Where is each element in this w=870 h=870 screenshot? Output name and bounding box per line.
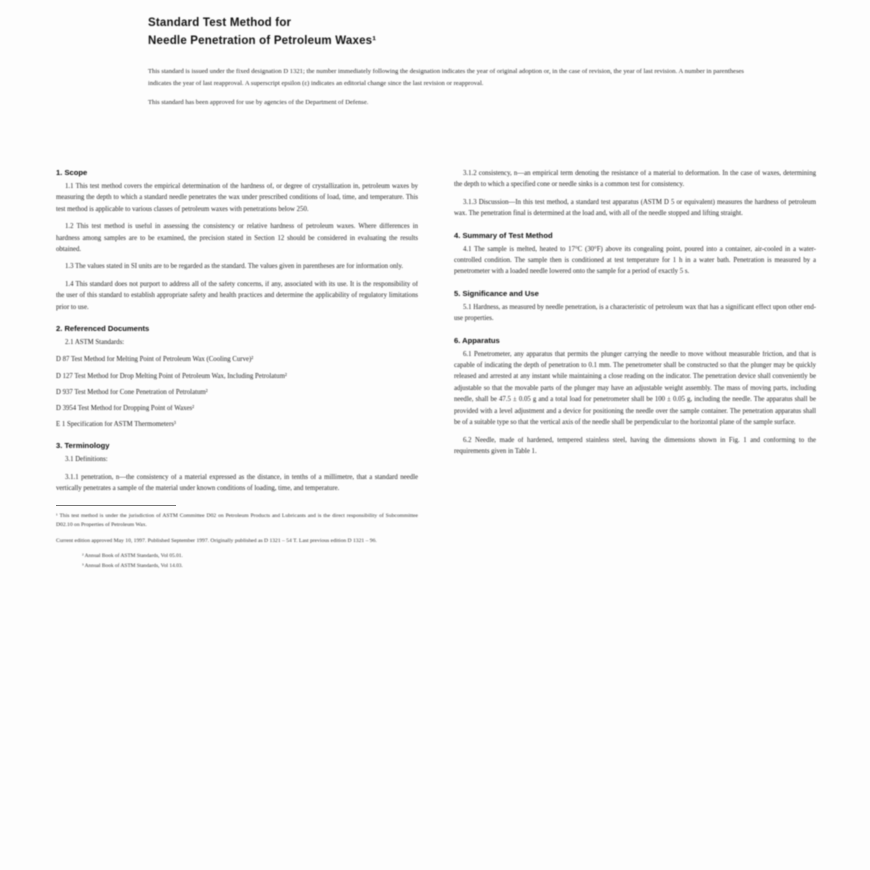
left-column (56, 168, 418, 858)
footnote-divider (56, 505, 176, 506)
section-heading-referenced-documents: 2. Referenced Documents (56, 324, 150, 334)
paragraph: 3.1.1 penetration, n—the consistency of a material expressed as the distance, in tenths of a millimetre, that a standard needle vertically penetrates a sample of the material under known conditions of loading, time, and temperature. (56, 473, 418, 493)
paragraph: 5.1 Hardness, as measured by needle penetration, is a characteristic of petroleum wax that has a significant effect upon other end-use properties. (454, 303, 816, 323)
footnote-item: ³ Annual Book of ASTM Standards, Vol 14.03. (82, 563, 183, 570)
standard-note-paragraph-1: This standard is issued under the fixed designation D 1321; the number immediately following the designation indicates the year of original adoption or, in the case of revision, the year of last revision. A number in parentheses indicates the year of last reapproval. A superscript epsilon (ε) indicates an editorial change since the last revision or reapproval. (148, 68, 744, 87)
document-header (148, 14, 744, 117)
footnote-item: ² Annual Book of ASTM Standards, Vol 05.01. (82, 552, 183, 559)
section-heading-significance-and-use: 5. Significance and Use (454, 288, 539, 298)
section-heading-apparatus: 6. Apparatus (454, 335, 500, 345)
paragraph: 3.1.3 Discussion—In this test method, a standard test apparatus (ASTM D 5 or equivalent) measures the hardness of petroleum wax. The penetration final is determined at the load and, with all of the needle stopped and lifting straight. (454, 198, 816, 218)
section-heading-terminology: 3. Terminology (56, 441, 110, 451)
footnotes (56, 512, 418, 572)
reference-item: D 87 Test Method for Melting Point of Petroleum Wax (Cooling Curve)² (56, 356, 254, 364)
paragraph: 3.1 Definitions: (65, 456, 108, 464)
paragraph: 1.3 The values stated in SI units are to be regarded as the standard. The values given in parentheses are for information only. (65, 263, 404, 271)
page-title (148, 14, 744, 50)
paragraph: 1.4 This standard does not purport to address all of the safety concerns, if any, associated with its use. It is the responsibility of the user of this standard to establish appropriate safety and health practices and determine the applicability of regulatory limitations prior to use. (56, 280, 418, 311)
paragraph: 6.1 Penetrometer, any apparatus that permits the plunger carrying the needle to move without measurable friction, and that is capable of indicating the depth of penetration to 0.1 mm. The penetrometer shall be constructed so that the plunger may be quickly released and arrested at any instant while maintaining a close reading on the indicator. The penetration device shall conveniently be adjustable so that the movable parts of the plunger may have an adjustable weight assembly. The mass of moving parts, including needle, shall be 47.5 ± 0.05 g and a total load for penetrometer shall be 100 ± 0.05 g, including the needle. The apparatus shall be provided with a level adjustment and a device for positioning the needle over the sample container. The penetration apparatus shall be of a suitable type so that the vertical axis of the needle shall be perpendicular to the horizontal plane of the sample surface. (454, 350, 816, 427)
right-column (454, 168, 816, 858)
reference-item: D 3954 Test Method for Dropping Point of Waxes² (56, 405, 195, 413)
footnote-1b: Current edition approved May 10, 1997. Published September 1997. Originally published as D 1321 – 54 T. Last previous edition D 1321 – 96. (56, 537, 377, 544)
paragraph: 2.1 ASTM Standards: (65, 339, 125, 347)
reference-item: E 1 Specification for ASTM Thermometers³ (56, 421, 176, 429)
standard-note (148, 66, 744, 109)
section-heading-summary-of-test-method: 4. Summary of Test Method (454, 230, 553, 240)
standard-note-paragraph-2: This standard has been approved for use by agencies of the Department of Defense. (148, 99, 369, 106)
paragraph: 1.2 This test method is useful in assessing the consistency or relative hardness of petroleum waxes. Where differences in hardness among samples are to be examined, the precision stated in Section 12 should be considered in evaluating the results obtained. (56, 223, 418, 254)
title-line-2: Needle Penetration of Petroleum Waxes¹ (148, 35, 377, 47)
section-heading-scope: 1. Scope (56, 168, 88, 177)
paragraph: 3.1.2 consistency, n—an empirical term denoting the resistance of a material to deformation. In the case of waxes, determining the depth to which a specified cone or needle sinks is a common test for consistency. (454, 170, 816, 189)
paragraph: 6.2 Needle, made of hardened, tempered stainless steel, having the dimensions shown in Fig. 1 and conforming to the requirements given in Table 1. (454, 436, 816, 455)
reference-item: D 937 Test Method for Cone Penetration of Petrolatum² (56, 388, 208, 396)
body-columns (56, 168, 828, 858)
footnote-list (56, 552, 418, 572)
reference-item: D 127 Test Method for Drop Melting Point of Petroleum Wax, Including Petrolatum² (56, 372, 287, 380)
paragraph: 4.1 The sample is melted, heated to 17°C (30°F) above its congealing point, poured into a container, air-cooled in a water-controlled condition. The sample then is conditioned at test temperature for 1 h in a water bath. Penetration is measured by a penetrometer with a loaded needle lowered onto the sample for a period of exactly 5 s. (454, 245, 816, 276)
title-line-1: Standard Test Method for (148, 17, 292, 29)
paragraph: 1.1 This test method covers the empirical determination of the hardness of, or degree of crystallization in, petroleum waxes by measuring the depth to which a standard needle penetrates the wax under prescribed conditions of load, time, and temperature. This test method is applicable to various classes of petroleum waxes with penetrations below 250. (56, 183, 418, 213)
footnote-1: ¹ This test method is under the jurisdiction of ASTM Committee D02 on Petroleum Products and Lubricants and is the direct responsibility of Subcommittee D02.10 on Properties of Petroleum Wax. (56, 512, 418, 529)
